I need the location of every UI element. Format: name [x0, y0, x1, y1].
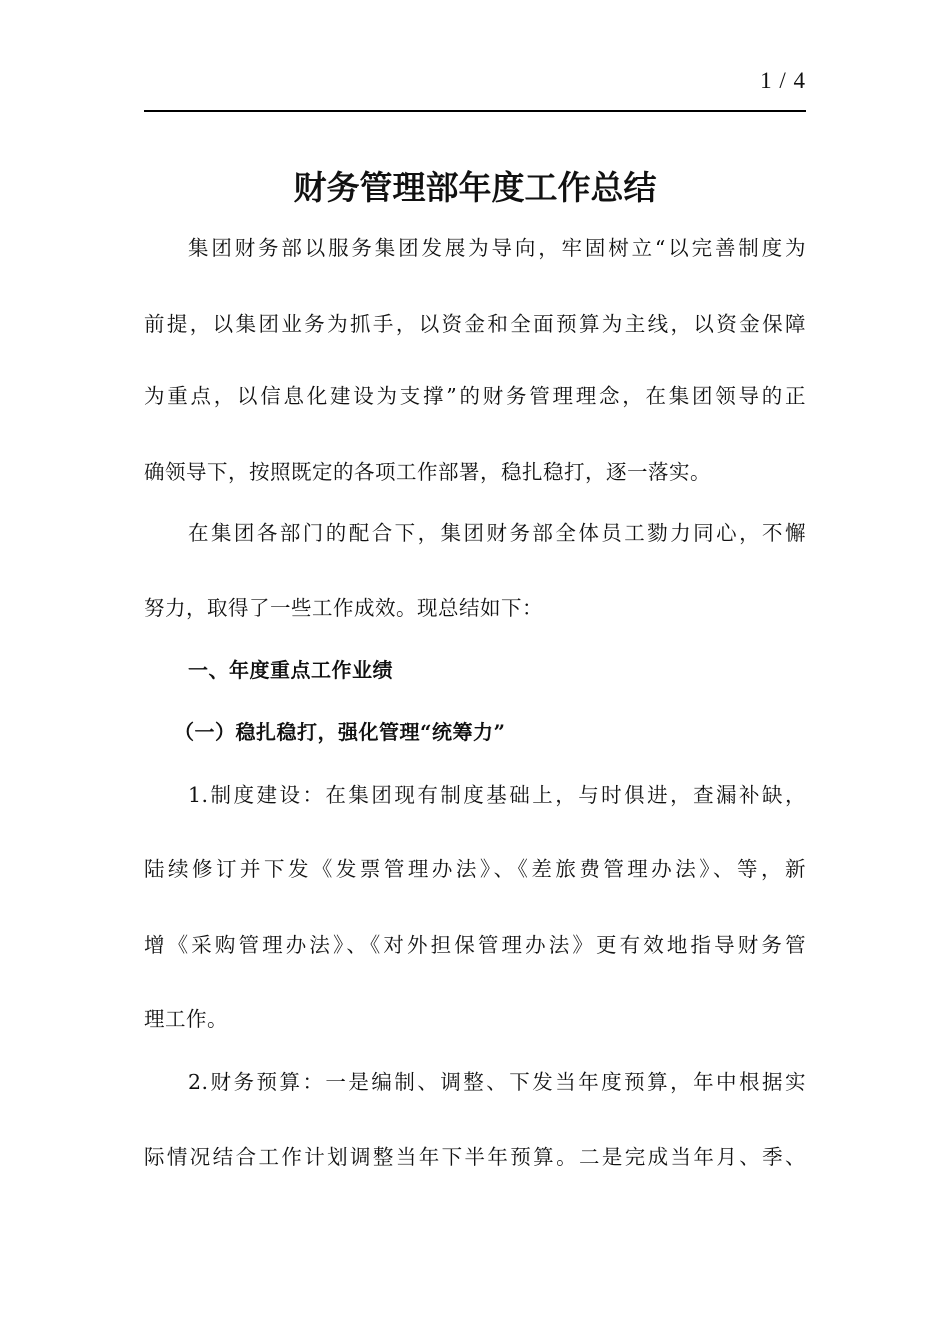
paragraph-line: 确领导下，按照既定的各项工作部署，稳扎稳打，逐一落实。: [144, 460, 711, 484]
subsection-heading: （一）稳扎稳打，强化管理“统筹力”: [174, 720, 506, 744]
paragraph-line: 努力，取得了一些工作成效。现总结如下：: [144, 596, 543, 620]
header-rule: [144, 110, 806, 112]
paragraph-line: 前提，以集团业务为抓手，以资金和全面预算为主线，以资金保障: [144, 312, 806, 336]
paragraph-line: 2.财务预算：一是编制、调整、下发当年度预算，年中根据实: [188, 1070, 806, 1094]
page-number: 1 / 4: [760, 68, 806, 93]
paragraph-line: 陆续修订并下发《发票管理办法》、《差旅费管理办法》、等，新: [144, 857, 806, 881]
section-heading: 一、年度重点工作业绩: [188, 658, 393, 682]
document-title: 财务管理部年度工作总结: [293, 168, 657, 207]
paragraph-line: 为重点，以信息化建设为支撑”的财务管理理念，在集团领导的正: [144, 384, 806, 408]
paragraph-line: 理工作。: [144, 1007, 228, 1031]
paragraph-line: 增《采购管理办法》、《对外担保管理办法》更有效地指导财务管: [144, 933, 806, 957]
paragraph-line: 集团财务部以服务集团发展为导向，牢固树立“以完善制度为: [188, 236, 806, 260]
paragraph-line: 际情况结合工作计划调整当年下半年预算。二是完成当年月、季、: [144, 1145, 806, 1169]
paragraph-line: 1.制度建设：在集团现有制度基础上，与时俱进，查漏补缺，: [188, 783, 806, 807]
paragraph-line: 在集团各部门的配合下，集团财务部全体员工勠力同心，不懈: [188, 521, 806, 545]
